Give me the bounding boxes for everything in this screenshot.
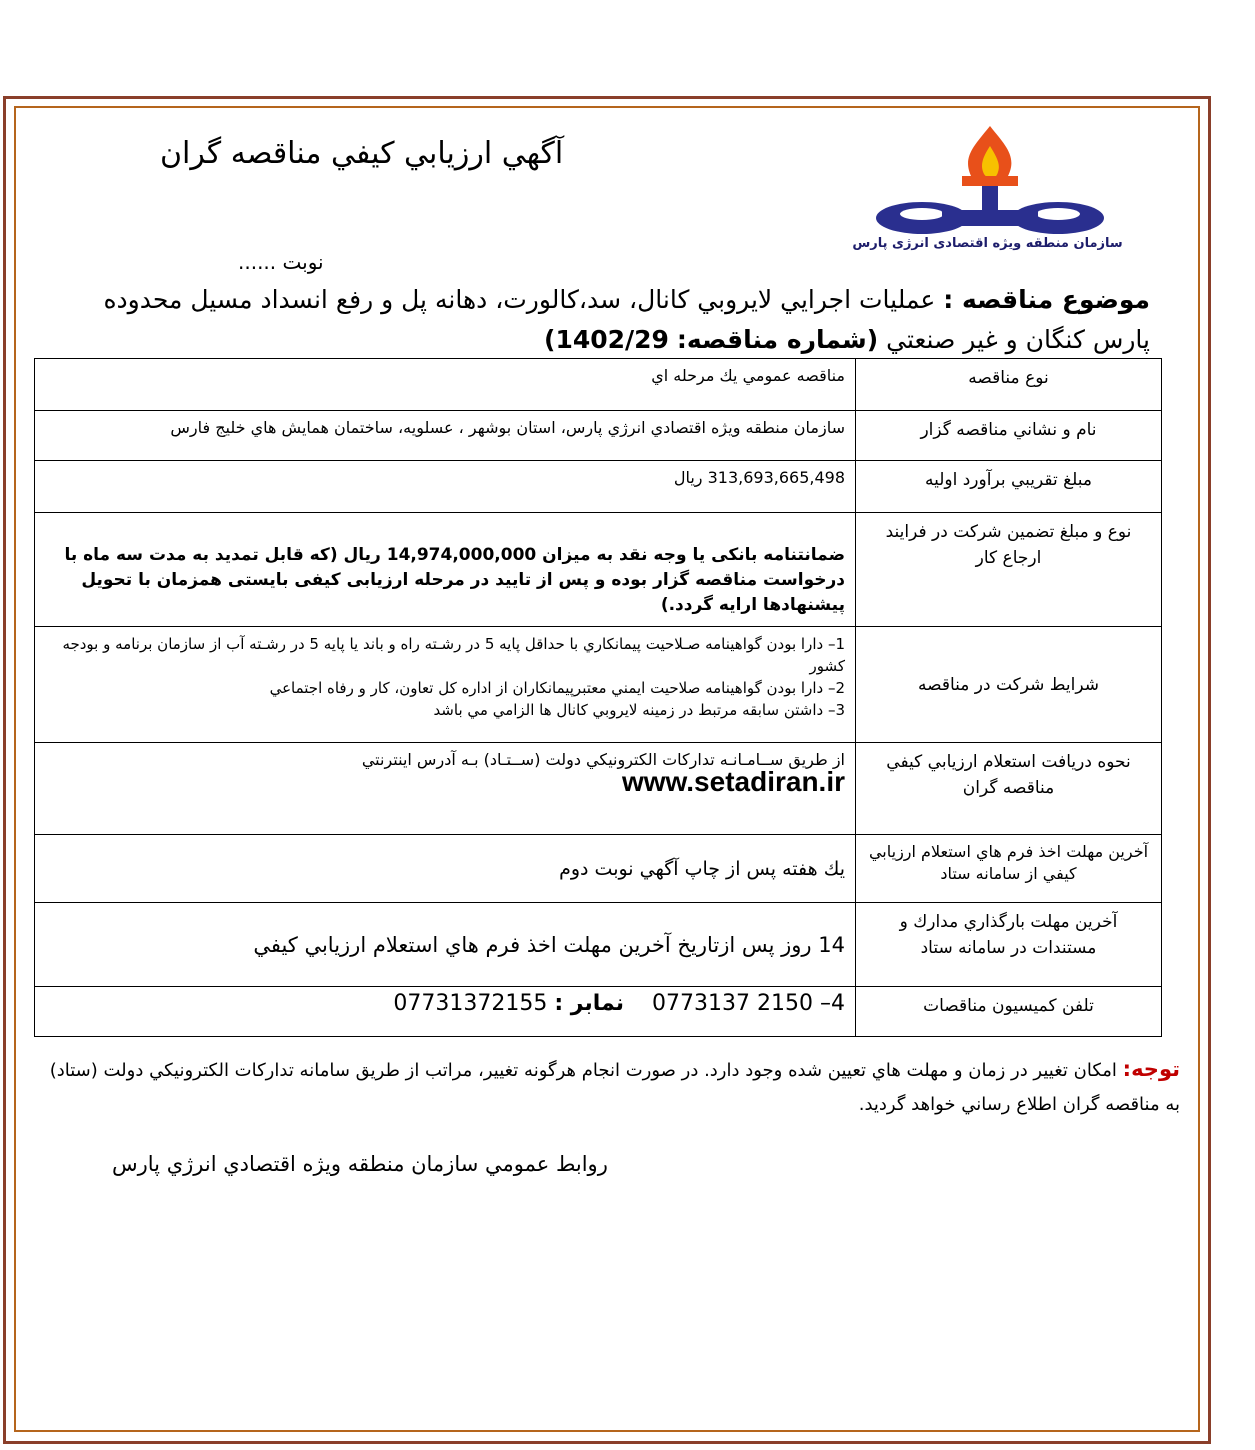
row-value: يك هفته پس از چاپ آگهي نوبت دوم <box>35 835 856 903</box>
table-row <box>35 359 1162 411</box>
tender-number-value: 1402/29) <box>544 325 669 354</box>
inquiry-method-text: از طريق ســامـانـه تداركات الكترونيكي دولت (ســتـاد) بـه آدرس اينترنتي <box>361 750 845 769</box>
page-title: آگهي ارزيابي كيفي مناقصه گران <box>160 136 564 171</box>
logo-caption: سازمان منطقه ویژه اقتصادی انرژی پارس <box>852 236 1123 251</box>
row-label: مبلغ تقريبي برآورد اوليه <box>856 461 1162 513</box>
table-row <box>35 411 1162 461</box>
issue-number: نوبت ...... <box>238 250 324 274</box>
condition-item: 1– دارا بودن گواهينامه صـلاحيت پيمانكاري با حداقل پايه 5 در رشـته راه و باند يا پايه 5 در رشـته آب از سازمان برنامه و بودجه كشور <box>62 635 845 675</box>
row-label: نوع و مبلغ تضمين شركت در فرايند ارجاع كار <box>856 513 1162 627</box>
fax-number: 07731372155 <box>393 991 548 1016</box>
condition-item: 2– دارا بودن گواهينامه صلاحيت ايمني معتبرپيمانكاران از اداره كل تعاون، كار و رفاه اجتماعي <box>269 679 845 697</box>
fax-label: نمابر : <box>554 991 625 1016</box>
row-label: نوع مناقصه <box>856 359 1162 411</box>
note-paragraph <box>40 1052 1180 1122</box>
table-row <box>35 987 1162 1037</box>
tender-subject <box>40 280 1150 360</box>
table-row <box>35 627 1162 743</box>
row-value: ضمانتنامه بانکی یا وجه نقد به میزان 14,974,000,000 ریال (که قابل تمدید به مدت سه ماه با درخواست مناقصه گزار بوده و پس از تایید در مرحله ارزیابی کیفی بایستی همزمان با تحویل پیشنهادها ارایه گردد.) <box>35 513 856 627</box>
row-label: نام و نشاني مناقصه گزار <box>856 411 1162 461</box>
signature: روابط عمومي سازمان منطقه ويژه اقتصادي انرژي پارس <box>112 1152 608 1176</box>
row-value: 313,693,665,498 ريال <box>35 461 856 513</box>
table-row <box>35 903 1162 987</box>
row-label: تلفن كميسيون مناقصات <box>856 987 1162 1037</box>
row-value: سازمان منطقه ويژه اقتصادي انرژي پارس، استان بوشهر ، عسلويه، ساختمان همايش هاي خليج فارس <box>35 411 856 461</box>
row-label: نحوه دريافت استعلام ارزيابي كيفي مناقصه گران <box>856 743 1162 835</box>
row-value: 14 روز پس ازتاريخ آخرين مهلت اخذ فرم هاي استعلام ارزيابي كيفي <box>35 903 856 987</box>
conditions-list <box>35 627 856 743</box>
row-label: آخرين مهلت بارگذاري مدارك و مستندات در سامانه ستاد <box>856 903 1162 987</box>
row-value <box>35 743 856 835</box>
phone-number: 4– 2150 0773137 <box>652 991 845 1016</box>
row-label: شرايط شركت در مناقصه <box>856 627 1162 743</box>
note-text: امكان تغيير در زمان و مهلت هاي تعيين شده وجود دارد. در صورت انجام هرگونه تغيير، مراتب از طريق سامانه تداركات الكترونيكي دولت (ستاد) به مناقصه گران اطلاع رساني خواهد گرديد. <box>49 1060 1180 1115</box>
row-label: آخرين مهلت اخذ فرم هاي استعلام ارزيابي كيفي از سامانه ستاد <box>856 835 1162 903</box>
subject-label: موضوع مناقصه : <box>943 285 1150 314</box>
table-row <box>35 513 1162 627</box>
table-row <box>35 743 1162 835</box>
tender-number-label: (شماره مناقصه: <box>676 325 879 354</box>
row-value <box>35 987 856 1037</box>
row-value: مناقصه عمومي يك مرحله اي <box>35 359 856 411</box>
note-label: توجه: <box>1122 1057 1180 1081</box>
condition-item: 3– داشتن سابقه مرتبط در زمينه لايروبي كانال ها الزامي مي باشد <box>433 701 845 719</box>
setad-url-link[interactable]: www.setadiran.ir <box>621 766 845 797</box>
table-row <box>35 835 1162 903</box>
subject-text: عمليات اجرايي لايروبي كانال، سد،كالورت، دهانه پل و رفع انسداد مسيل محدوده پارس كنگان و غير صنعتي <box>103 285 1150 354</box>
table-row <box>35 461 1162 513</box>
tender-details-table <box>34 358 1162 1037</box>
